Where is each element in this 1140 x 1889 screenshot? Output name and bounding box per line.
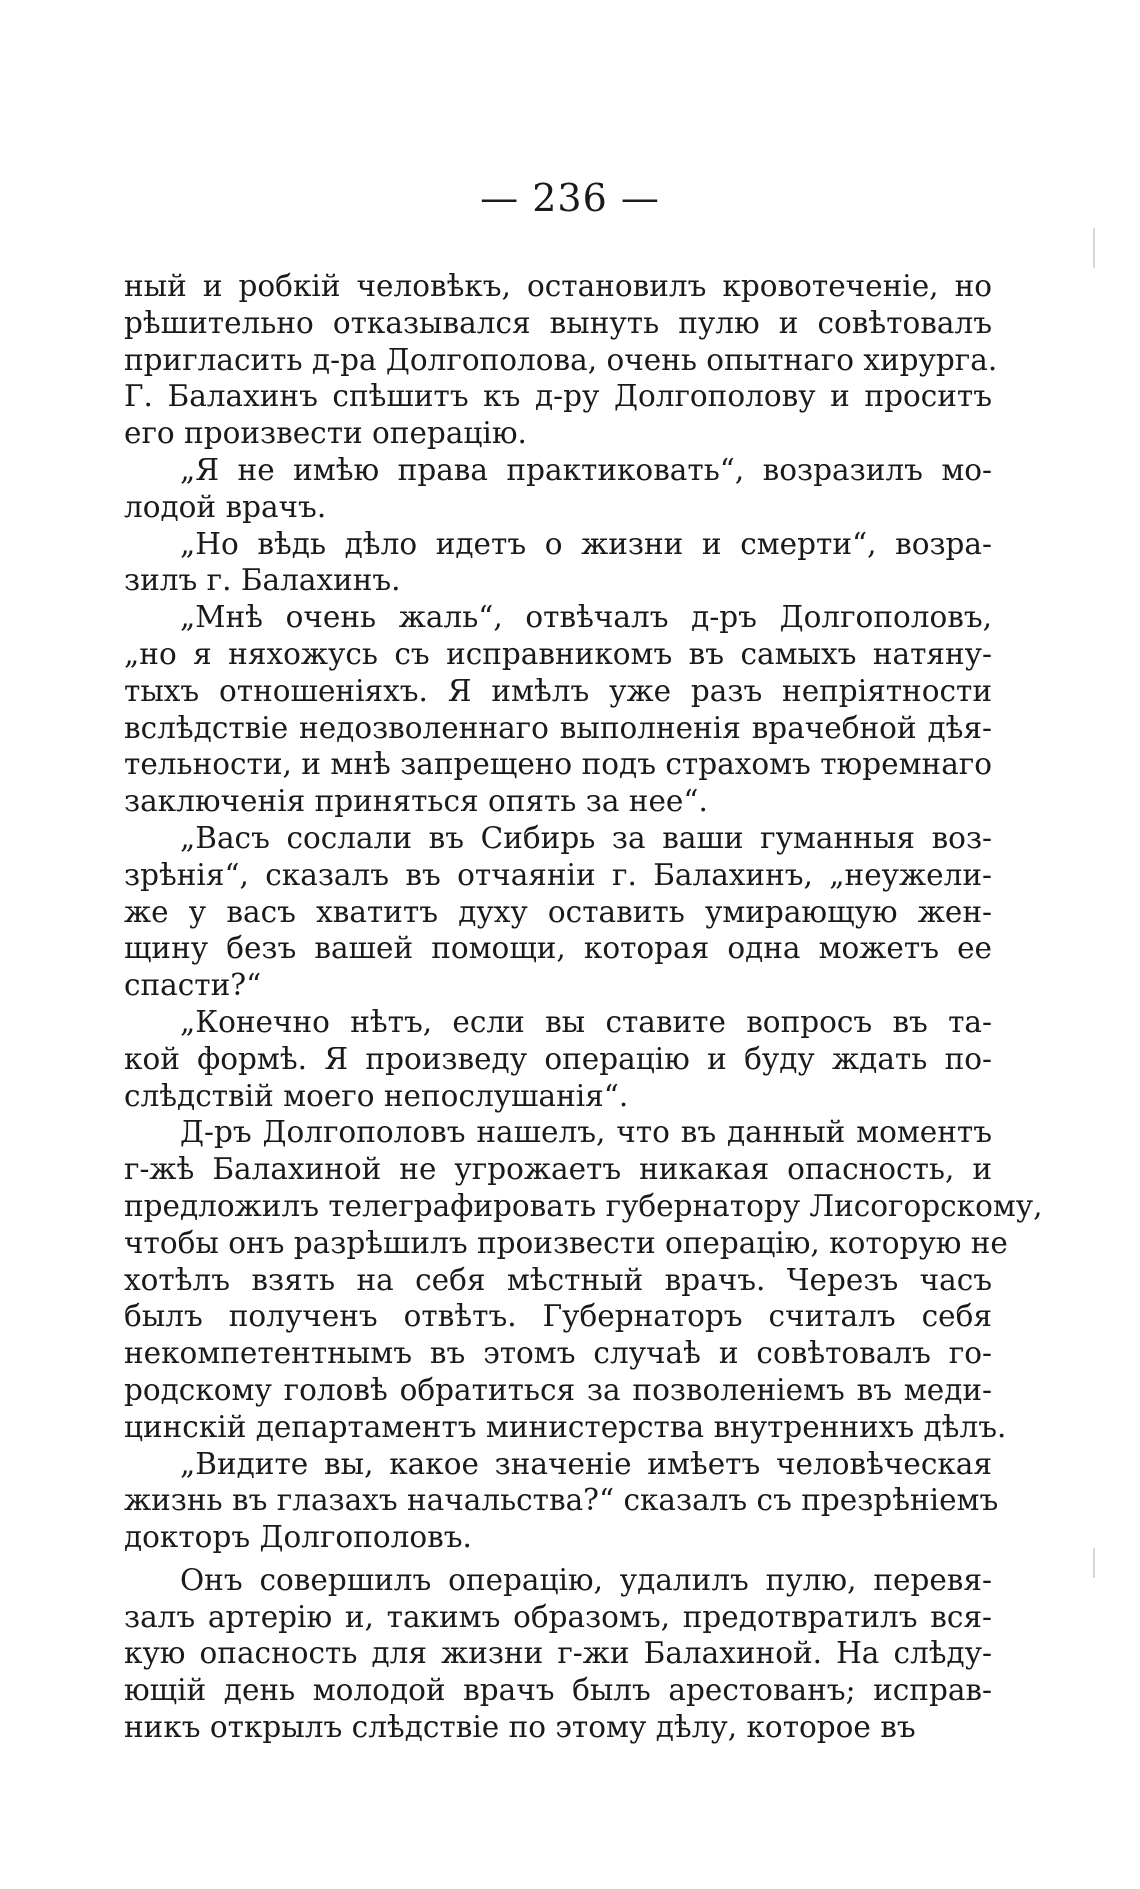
text-line: г-жѣ Балахиной не угрожаетъ никакая опасность, и bbox=[124, 1152, 992, 1187]
paragraph bbox=[124, 599, 992, 820]
text-line: предложилъ телеграфировать губернатору Лисогорскому, bbox=[124, 1188, 1043, 1223]
paragraph bbox=[124, 1562, 992, 1746]
body-text bbox=[124, 268, 1043, 1746]
text-line: жизнь въ глазахъ начальства?“ сказалъ съ презрѣніемъ bbox=[124, 1483, 999, 1518]
paragraph bbox=[124, 1004, 992, 1114]
text-line: пригласить д-ра Долгополова, очень опытнаго хирурга. bbox=[124, 342, 998, 377]
text-line: докторъ Долгополовъ. bbox=[124, 1520, 472, 1555]
text-line: щину безъ вашей помощи, которая одна можетъ ее bbox=[124, 931, 992, 966]
text-line: „Я не имѣю права практиковать“, возразилъ мо- bbox=[180, 452, 992, 487]
text-line: „но я няхожусь съ исправникомъ въ самыхъ натяну- bbox=[124, 636, 992, 671]
text-line: тельности, и мнѣ запрещено подъ страхомъ тюремнаго bbox=[124, 747, 992, 782]
text-line: „Конечно нѣтъ, если вы ставите вопросъ въ та- bbox=[180, 1004, 992, 1039]
text-line: вслѣдствіе недозволеннаго выполненія врачебной дѣя- bbox=[124, 710, 992, 745]
text-line: родскому головѣ обратиться за позволеніемъ въ меди- bbox=[124, 1372, 992, 1407]
text-line: кой формѣ. Я произведу операцію и буду ждать по- bbox=[124, 1041, 992, 1076]
paragraph bbox=[124, 526, 992, 600]
paragraph bbox=[124, 268, 998, 452]
text-line: зилъ г. Балахинъ. bbox=[124, 563, 401, 598]
text-line: чтобы онъ разрѣшилъ произвести операцію, которую не bbox=[124, 1225, 1008, 1260]
text-line: Д-ръ Долгополовъ нашелъ, что въ данный моментъ bbox=[180, 1115, 992, 1150]
text-line: никъ открылъ слѣдствіе по этому дѣлу, которое въ bbox=[124, 1710, 916, 1745]
paragraph bbox=[124, 820, 992, 1004]
text-line: „Видите вы, какое значеніе имѣетъ человѣческая bbox=[180, 1446, 992, 1481]
scan-margin-mark bbox=[1093, 1548, 1095, 1578]
text-line: некомпетентнымъ въ этомъ случаѣ и совѣтовалъ го- bbox=[124, 1336, 992, 1371]
text-line: Онъ совершилъ операцію, удалилъ пулю, перевя- bbox=[180, 1562, 992, 1597]
paragraph bbox=[124, 452, 992, 526]
text-line: Г. Балахинъ спѣшитъ къ д-ру Долгополову и проситъ bbox=[124, 379, 992, 414]
text-line: его произвести операцію. bbox=[124, 416, 527, 451]
text-line: „Васъ сослали въ Сибирь за ваши гуманныя воз- bbox=[180, 820, 992, 855]
text-line: же у васъ хватитъ духу оставить умирающую жен- bbox=[124, 894, 992, 929]
paragraph bbox=[124, 1114, 1043, 1445]
text-line: слѣдствій моего непослушанія“. bbox=[124, 1078, 629, 1113]
text-line: залъ артерію и, такимъ образомъ, предотвратилъ вся- bbox=[124, 1599, 992, 1634]
text-line: хотѣлъ взять на себя мѣстный врачъ. Черезъ часъ bbox=[124, 1262, 992, 1297]
scan-margin-mark bbox=[1093, 228, 1095, 268]
text-line: кую опасность для жизни г-жи Балахиной. На слѣду- bbox=[124, 1636, 992, 1671]
text-line: „Мнѣ очень жаль“, отвѣчалъ д-ръ Долгополовъ, bbox=[180, 600, 992, 635]
text-line: заключенія приняться опять за нее“. bbox=[124, 784, 708, 819]
text-line: рѣшительно отказывался вынуть пулю и совѣтовалъ bbox=[124, 305, 992, 340]
text-line: лодой врачъ. bbox=[124, 489, 327, 524]
text-line: спасти?“ bbox=[124, 968, 262, 1003]
paragraph bbox=[124, 1446, 999, 1556]
text-line: тыхъ отношеніяхъ. Я имѣлъ уже разъ непріятности bbox=[124, 673, 992, 708]
text-line: зрѣнія“, сказалъ въ отчаяніи г. Балахинъ, „неужели- bbox=[124, 857, 992, 892]
text-line: былъ полученъ отвѣтъ. Губернаторъ считалъ себя bbox=[124, 1299, 992, 1334]
text-line: ный и робкій человѣкъ, остановилъ кровотеченіе, но bbox=[124, 269, 992, 303]
page-number: — 236 — bbox=[480, 176, 660, 220]
text-line: „Но вѣдь дѣло идетъ о жизни и смерти“, возра- bbox=[180, 526, 992, 561]
text-line: ющій день молодой врачъ былъ арестованъ; исправ- bbox=[124, 1673, 992, 1708]
text-line: цинскій департаментъ министерства внутреннихъ дѣлъ. bbox=[124, 1409, 1007, 1444]
